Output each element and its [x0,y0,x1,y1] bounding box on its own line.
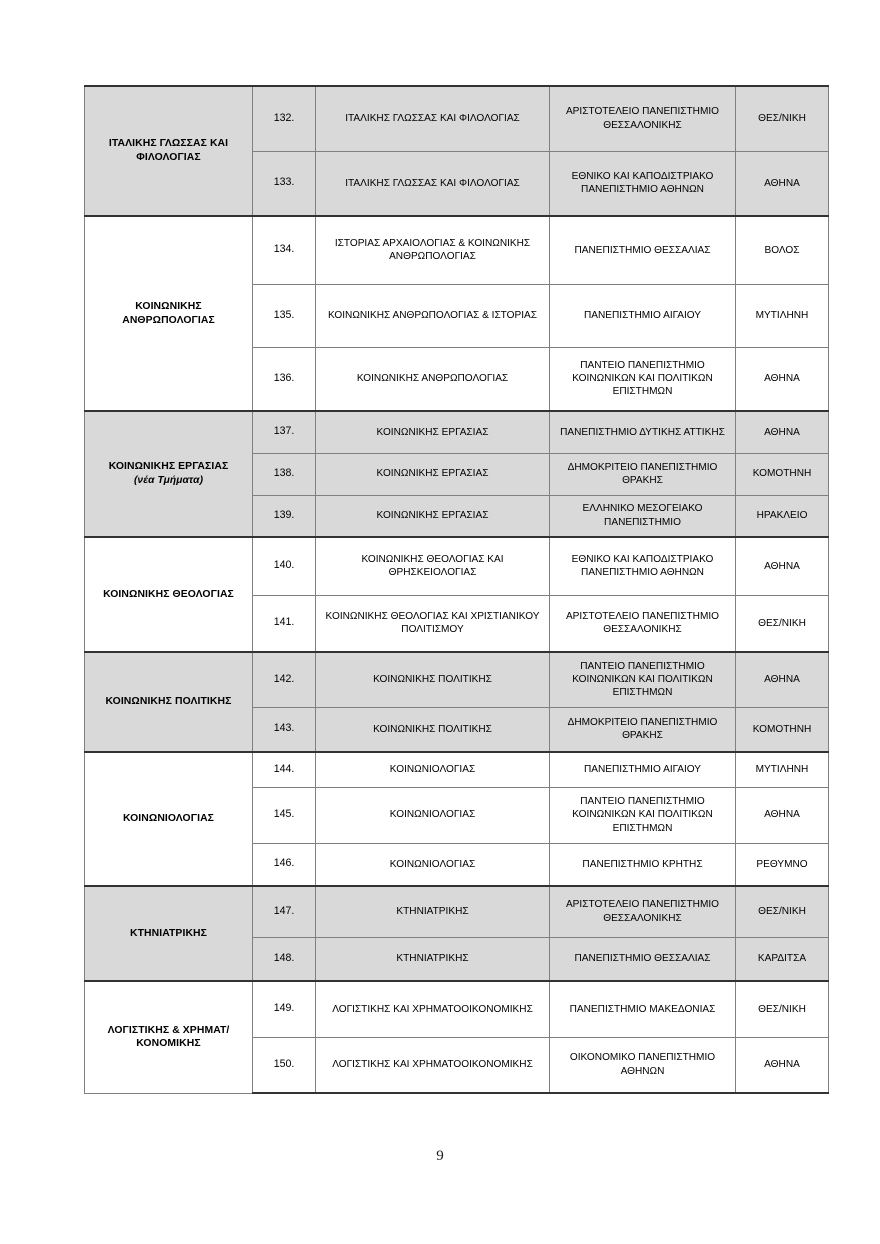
institution-cell: ΠΑΝΤΕΙΟ ΠΑΝΕΠΙΣΤΗΜΙΟ ΚΟΙΝΩΝΙΚΩΝ ΚΑΙ ΠΟΛΙΤΙΚΩΝ ΕΠΙΣΤΗΜΩΝ [550,652,736,707]
category-label: ΛΟΓΙΣΤΙΚΗΣ & ΧΡΗΜΑΤ/ΚΟΝΟΜΙΚΗΣ [107,1024,230,1050]
row-number-cell: 135. [253,284,316,347]
row-number-cell: 150. [253,1037,316,1093]
category-cell [85,652,253,752]
row-number-cell: 140. [253,537,316,595]
department-cell: ΛΟΓΙΣΤΙΚΗΣ ΚΑΙ ΧΡΗΜΑΤΟΟΙΚΟΝΟΜΙΚΗΣ [316,1037,550,1093]
table-row [85,981,829,1037]
departments-table-container [84,85,828,1094]
city-cell: ΑΘΗΝΑ [736,787,829,843]
department-cell: ΚΤΗΝΙΑΤΡΙΚΗΣ [316,886,550,937]
institution-cell: ΠΑΝΕΠΙΣΤΗΜΙΟ ΔΥΤΙΚΗΣ ΑΤΤΙΚΗΣ [550,411,736,453]
department-cell: ΚΟΙΝΩΝΙΚΗΣ ΕΡΓΑΣΙΑΣ [316,495,550,537]
institution-cell: ΠΑΝΕΠΙΣΤΗΜΙΟ ΜΑΚΕΔΟΝΙΑΣ [550,981,736,1037]
row-number-cell: 142. [253,652,316,707]
institution-cell: ΠΑΝΕΠΙΣΤΗΜΙΟ ΘΕΣΣΑΛΙΑΣ [550,216,736,284]
row-number-cell: 138. [253,453,316,495]
institution-cell: ΠΑΝΕΠΙΣΤΗΜΙΟ ΑΙΓΑΙΟΥ [550,752,736,787]
table-row [85,411,829,453]
department-cell: ΙΤΑΛΙΚΗΣ ΓΛΩΣΣΑΣ ΚΑΙ ΦΙΛΟΛΟΓΙΑΣ [316,86,550,151]
category-label: ΚΟΙΝΩΝΙΟΛΟΓΙΑΣ [122,813,215,825]
department-cell: ΚΟΙΝΩΝΙΚΗΣ ΑΝΘΡΩΠΟΛΟΓΙΑΣ [316,347,550,411]
category-cell [85,752,253,886]
city-cell: ΚΟΜΟΤΗΝΗ [736,453,829,495]
department-cell: ΚΤΗΝΙΑΤΡΙΚΗΣ [316,937,550,981]
city-cell: ΑΘΗΝΑ [736,151,829,216]
table-row [85,216,829,284]
row-number-cell: 146. [253,843,316,886]
category-label: ΚΟΙΝΩΝΙΚΗΣ ΠΟΛΙΤΙΚΗΣ [105,696,232,708]
departments-table [84,85,829,1094]
city-cell: ΑΘΗΝΑ [736,537,829,595]
row-number-cell: 133. [253,151,316,216]
city-cell: ΡΕΘΥΜΝΟ [736,843,829,886]
city-cell: ΘΕΣ/ΝΙΚΗ [736,595,829,652]
row-number-cell: 137. [253,411,316,453]
category-cell [85,216,253,411]
row-number-cell: 139. [253,495,316,537]
city-cell: ΘΕΣ/ΝΙΚΗ [736,981,829,1037]
category-cell [85,86,253,216]
category-cell [85,411,253,537]
category-label: ΚΟΙΝΩΝΙΚΗΣ ΘΕΟΛΟΓΙΑΣ [103,588,234,600]
row-number-cell: 147. [253,886,316,937]
row-number-cell: 148. [253,937,316,981]
institution-cell: ΠΑΝΤΕΙΟ ΠΑΝΕΠΙΣΤΗΜΙΟ ΚΟΙΝΩΝΙΚΩΝ ΚΑΙ ΠΟΛΙΤΙΚΩΝ ΕΠΙΣΤΗΜΩΝ [550,787,736,843]
institution-cell: ΔΗΜΟΚΡΙΤΕΙΟ ΠΑΝΕΠΙΣΤΗΜΙΟ ΘΡΑΚΗΣ [550,707,736,752]
department-cell: ΙΣΤΟΡΙΑΣ ΑΡΧΑΙΟΛΟΓΙΑΣ & ΚΟΙΝΩΝΙΚΗΣ ΑΝΘΡΩΠΟΛΟΓΙΑΣ [316,216,550,284]
institution-cell: ΠΑΝΤΕΙΟ ΠΑΝΕΠΙΣΤΗΜΙΟ ΚΟΙΝΩΝΙΚΩΝ ΚΑΙ ΠΟΛΙΤΙΚΩΝ ΕΠΙΣΤΗΜΩΝ [550,347,736,411]
city-cell: ΑΘΗΝΑ [736,652,829,707]
row-number-cell: 132. [253,86,316,151]
institution-cell: ΔΗΜΟΚΡΙΤΕΙΟ ΠΑΝΕΠΙΣΤΗΜΙΟ ΘΡΑΚΗΣ [550,453,736,495]
category-label: ΚΤΗΝΙΑΤΡΙΚΗΣ [130,927,207,939]
category-label: ΚΟΙΝΩΝΙΚΗΣ ΕΡΓΑΣΙΑΣ [108,461,229,473]
category-label: ΙΤΑΛΙΚΗΣ ΓΛΩΣΣΑΣ ΚΑΙ ΦΙΛΟΛΟΓΙΑΣ [108,138,229,163]
institution-cell: ΠΑΝΕΠΙΣΤΗΜΙΟ ΑΙΓΑΙΟΥ [550,284,736,347]
institution-cell: ΕΘΝΙΚΟ ΚΑΙ ΚΑΠΟΔΙΣΤΡΙΑΚΟ ΠΑΝΕΠΙΣΤΗΜΙΟ ΑΘΗΝΩΝ [550,537,736,595]
row-number-cell: 145. [253,787,316,843]
city-cell: ΘΕΣ/ΝΙΚΗ [736,86,829,151]
institution-cell: ΑΡΙΣΤΟΤΕΛΕΙΟ ΠΑΝΕΠΙΣΤΗΜΙΟ ΘΕΣΣΑΛΟΝΙΚΗΣ [550,595,736,652]
department-cell: ΚΟΙΝΩΝΙΟΛΟΓΙΑΣ [316,843,550,886]
departments-table-body [85,86,829,1093]
category-cell [85,537,253,652]
institution-cell: ΑΡΙΣΤΟΤΕΛΕΙΟ ΠΑΝΕΠΙΣΤΗΜΙΟ ΘΕΣΣΑΛΟΝΙΚΗΣ [550,86,736,151]
row-number-cell: 136. [253,347,316,411]
department-cell: ΚΟΙΝΩΝΙΚΗΣ ΠΟΛΙΤΙΚΗΣ [316,652,550,707]
department-cell: ΚΟΙΝΩΝΙΚΗΣ ΠΟΛΙΤΙΚΗΣ [316,707,550,752]
city-cell: ΜΥΤΙΛΗΝΗ [736,752,829,787]
department-cell: ΚΟΙΝΩΝΙΚΗΣ ΕΡΓΑΣΙΑΣ [316,411,550,453]
table-row [85,652,829,707]
table-row [85,752,829,787]
table-row [85,86,829,151]
row-number-cell: 144. [253,752,316,787]
row-number-cell: 141. [253,595,316,652]
institution-cell: ΕΛΛΗΝΙΚΟ ΜΕΣΟΓΕΙΑΚΟ ΠΑΝΕΠΙΣΤΗΜΙΟ [550,495,736,537]
page-number: 9 [436,1148,444,1164]
city-cell: ΒΟΛΟΣ [736,216,829,284]
department-cell: ΚΟΙΝΩΝΙΚΗΣ ΑΝΘΡΩΠΟΛΟΓΙΑΣ & ΙΣΤΟΡΙΑΣ [316,284,550,347]
city-cell: ΑΘΗΝΑ [736,1037,829,1093]
table-row [85,886,829,937]
row-number-cell: 149. [253,981,316,1037]
category-cell [85,981,253,1093]
city-cell: ΚΑΡΔΙΤΣΑ [736,937,829,981]
category-sublabel: (νέα Τμήματα) [133,475,204,487]
city-cell: ΜΥΤΙΛΗΝΗ [736,284,829,347]
department-cell: ΚΟΙΝΩΝΙΚΗΣ ΘΕΟΛΟΓΙΑΣ ΚΑΙ ΘΡΗΣΚΕΙΟΛΟΓΙΑΣ [316,537,550,595]
row-number-cell: 143. [253,707,316,752]
institution-cell: ΕΘΝΙΚΟ ΚΑΙ ΚΑΠΟΔΙΣΤΡΙΑΚΟ ΠΑΝΕΠΙΣΤΗΜΙΟ ΑΘΗΝΩΝ [550,151,736,216]
category-label: ΚΟΙΝΩΝΙΚΗΣ ΑΝΘΡΩΠΟΛΟΓΙΑΣ [122,300,215,326]
city-cell: ΗΡΑΚΛΕΙΟ [736,495,829,537]
department-cell: ΚΟΙΝΩΝΙΚΗΣ ΕΡΓΑΣΙΑΣ [316,453,550,495]
department-cell: ΙΤΑΛΙΚΗΣ ΓΛΩΣΣΑΣ ΚΑΙ ΦΙΛΟΛΟΓΙΑΣ [316,151,550,216]
city-cell: ΑΘΗΝΑ [736,411,829,453]
department-cell: ΚΟΙΝΩΝΙΟΛΟΓΙΑΣ [316,752,550,787]
city-cell: ΘΕΣ/ΝΙΚΗ [736,886,829,937]
department-cell: ΚΟΙΝΩΝΙΟΛΟΓΙΑΣ [316,787,550,843]
institution-cell: ΑΡΙΣΤΟΤΕΛΕΙΟ ΠΑΝΕΠΙΣΤΗΜΙΟ ΘΕΣΣΑΛΟΝΙΚΗΣ [550,886,736,937]
row-number-cell: 134. [253,216,316,284]
city-cell: ΚΟΜΟΤΗΝΗ [736,707,829,752]
category-cell [85,886,253,981]
department-cell: ΛΟΓΙΣΤΙΚΗΣ ΚΑΙ ΧΡΗΜΑΤΟΟΙΚΟΝΟΜΙΚΗΣ [316,981,550,1037]
institution-cell: ΠΑΝΕΠΙΣΤΗΜΙΟ ΘΕΣΣΑΛΙΑΣ [550,937,736,981]
institution-cell: ΠΑΝΕΠΙΣΤΗΜΙΟ ΚΡΗΤΗΣ [550,843,736,886]
department-cell: ΚΟΙΝΩΝΙΚΗΣ ΘΕΟΛΟΓΙΑΣ ΚΑΙ ΧΡΙΣΤΙΑΝΙΚΟΥ ΠΟΛΙΤΙΣΜΟΥ [316,595,550,652]
table-row [85,537,829,595]
city-cell: ΑΘΗΝΑ [736,347,829,411]
institution-cell: ΟΙΚΟΝΟΜΙΚΟ ΠΑΝΕΠΙΣΤΗΜΙΟ ΑΘΗΝΩΝ [550,1037,736,1093]
